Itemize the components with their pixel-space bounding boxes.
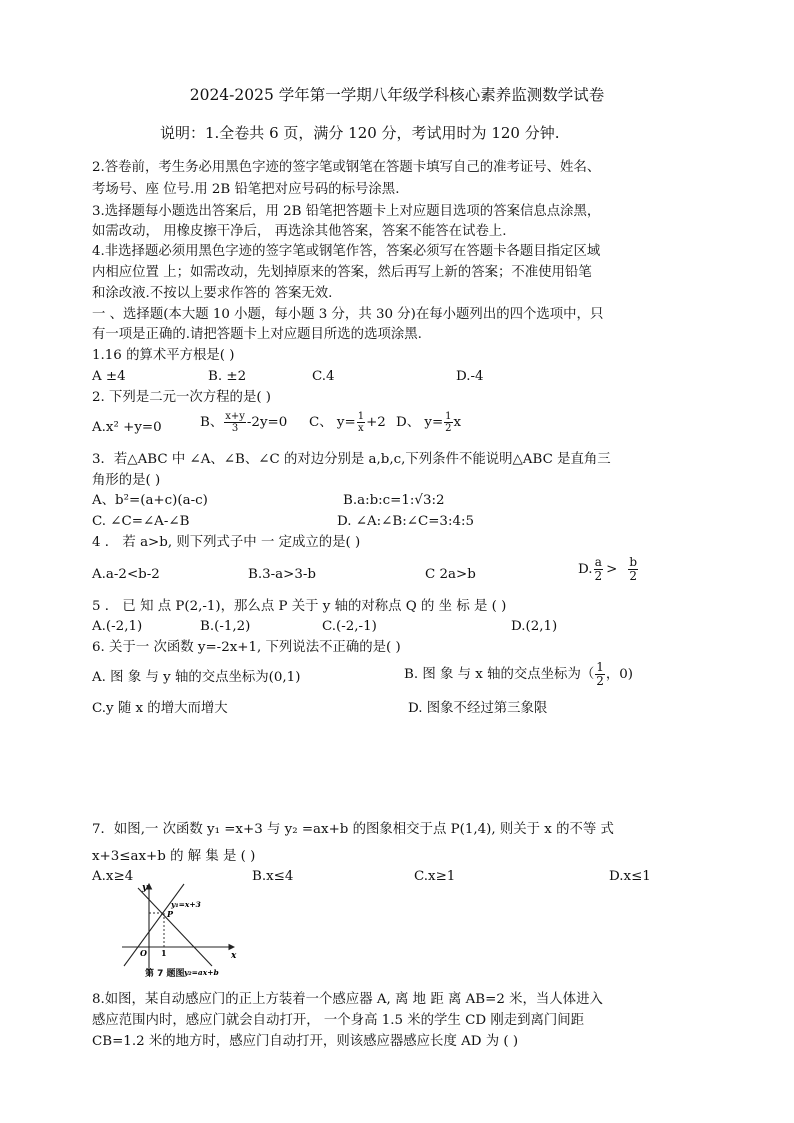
q2-d-numerator: 1: [445, 411, 452, 422]
q3-option-b: B.a:b:c=1:√3:2: [343, 493, 445, 508]
q4-option-a: A.a-2<b-2: [92, 567, 160, 582]
q2-option-a: A.x² +y=0: [92, 420, 162, 435]
q2-c-suffix: +2: [366, 415, 386, 430]
q3-option-d: D. ∠A:∠B:∠C=3:4:5: [337, 514, 475, 529]
point-p-label: P: [167, 909, 174, 919]
q7-graph: [118, 876, 243, 980]
q7-stem-line1: 7．如图,一 次函数 y₁ =x+3 与 y₂ =ax+b 的图象相交于点 P(1,4), 则关于 x 的不等 式: [92, 822, 614, 837]
section1-instruction: 有一项是正确的.请把答题卡上对应题目所选的选项涂黑.: [92, 327, 422, 342]
instruction-4b: 内相应位置 上；如需改动，先划掉原来的答案，然后再写上新的答案；不准使用铅笔: [92, 265, 592, 280]
q1-option-c: C.4: [312, 369, 335, 384]
q5-option-a: A.(-2,1): [92, 619, 143, 634]
section1-heading: 一 、选择题(本大题 10 小题，每小题 3 分，共 30 分)在每小题列出的四个选项中，只: [92, 307, 604, 322]
q2-c-fraction: [357, 411, 365, 434]
q2-d-suffix: x: [453, 415, 462, 430]
q5-stem: 5 ． 已 知 点 P(2,-1)，那么点 P 关于 y 轴的对称点 Q 的 坐 标 是 ( ): [92, 599, 507, 614]
q2-d-denominator: 2: [445, 423, 452, 434]
q5-option-b: B.(-1,2): [200, 619, 251, 634]
q3-stem-line1: 3．若△ABC 中 ∠A、∠B、∠C 的对边分别是 a,b,c,下列条件不能说明△ABC 是直角三: [92, 452, 611, 467]
q6-option-a: A. 图 象 与 y 轴的交点坐标为(0,1): [92, 670, 301, 685]
q2-c-denominator: x: [358, 423, 364, 434]
instruction-4c: 和涂改液.不按以上要求作答的 答案无效.: [92, 286, 333, 301]
y-axis-label: y: [142, 883, 148, 893]
instruction-2b: 考场号、座 位号.用 2B 铅笔把对应号码的标号涂黑.: [92, 182, 400, 197]
q4-stem: 4 ． 若 a>b, 则下列式子中 一 定成立的是( ): [92, 535, 361, 550]
q4-option-b: B.3-a>3-b: [248, 567, 316, 582]
q4-d-prefix: D.: [578, 562, 593, 577]
q7-option-a: A.x≥4: [92, 869, 134, 884]
q1-option-b: B. ±2: [208, 369, 247, 384]
q2-b-fraction: [224, 411, 246, 434]
q7-stem-line2: x+3≤ax+b 的 解 集 是 ( ): [92, 849, 256, 864]
q7-option-d: D.x≤1: [609, 869, 651, 884]
q2-b-suffix: -2y=0: [246, 415, 288, 430]
q6-b-fraction: [595, 661, 605, 688]
instruction-3a: 3.选择题每小题选出答案后，用 2B 铅笔把答题卡上对应题目选项的答案信息点涂黑，: [92, 204, 601, 219]
q1-stem: 1.16 的算术平方根是( ): [92, 348, 235, 363]
q4-d-fraction-b: [628, 556, 638, 583]
q6-option-c: C.y 随 x 的增大而增大: [92, 701, 228, 716]
q4-d-numerator-b: b: [629, 555, 638, 569]
line-y2-label: y₂=ax+b: [184, 968, 219, 977]
q5-option-d: D.(2,1): [511, 619, 558, 634]
q2-d-fraction: [444, 411, 452, 434]
tick-label-1: 1: [161, 948, 167, 958]
q2-b-prefix: B、: [200, 415, 224, 430]
page-title: 2024-2025 学年第一学期八年级学科核心素养监测数学试卷: [189, 86, 605, 104]
q2-c-prefix: C、 y=: [309, 415, 356, 430]
origin-label: O: [140, 948, 147, 958]
q3-stem-line2: 角形的是( ): [92, 473, 161, 488]
q6-stem: 6. 关于一 次函数 y=-2x+1, 下列说法不正确的是( ): [92, 640, 401, 655]
q6-b-numerator: 1: [596, 660, 604, 674]
q2-stem: 2. 下列是二元一次方程的是( ): [92, 390, 272, 405]
q4-option-d: [578, 556, 639, 583]
q5-option-c: C.(-2,-1): [322, 619, 377, 634]
q7-option-b: B.x≤4: [252, 869, 294, 884]
q1-option-a: A ±4: [92, 369, 126, 384]
q2-option-c: [309, 411, 386, 434]
q2-b-denominator: 3: [231, 423, 239, 434]
instruction-4a: 4.非选择题必须用黑色字迹的签字笔或钢笔作答，答案必须写在答题卡各题目指定区域: [92, 244, 601, 259]
q1-option-d: D.-4: [456, 369, 484, 384]
q2-option-d: [396, 411, 461, 434]
instruction-3b: 如需改动， 用橡皮擦干净后， 再选涂其他答案，答案不能答在试卷上.: [92, 224, 507, 239]
q6-option-b: [404, 661, 633, 688]
q2-b-numerator: x+y: [225, 411, 245, 422]
q3-option-c: C. ∠C=∠A-∠B: [92, 514, 190, 529]
q4-d-numerator-a: a: [594, 555, 602, 569]
q6-b-prefix: B. 图 象 与 x 轴的交点坐标为（: [404, 667, 595, 682]
q4-d-fraction-a: [594, 556, 604, 583]
x-axis-label: x: [231, 951, 237, 961]
q4-d-denominator-a: 2: [594, 569, 603, 583]
q4-option-c: C 2a>b: [425, 567, 476, 582]
q6-option-d: D. 图象不经过第三象限: [408, 701, 548, 716]
q8-line3: CB=1.2 米的地方时，感应门自动打开，则该感应器感应长度 AD 为 ( ): [92, 1034, 519, 1049]
q3-option-a: A、b²=(a+c)(a-c): [92, 493, 208, 508]
q7-graph-caption: 第 7 题图: [145, 969, 185, 979]
line-y1-label: y₁=x+3: [171, 900, 201, 909]
q2-c-numerator: 1: [357, 411, 365, 422]
q6-b-suffix: ，0): [605, 667, 634, 682]
instruction-2a: 2.答卷前，考生务必用黑色字迹的签字笔或钢笔在答题卡填写自己的准考证号、姓名、: [92, 160, 601, 175]
q2-option-b: [200, 411, 287, 434]
q6-b-denominator: 2: [596, 674, 604, 688]
instruction-1: 说明：1.全卷共 6 页，满分 120 分，考试用时为 120 分钟.: [160, 124, 560, 142]
q8-line1: 8.如图，某自动感应门的正上方装着一个感应器 A, 离 地 距 离 AB=2 米，当人体进入: [92, 992, 603, 1007]
q2-d-prefix: D、 y=: [396, 415, 444, 430]
q7-option-c: C.x≥1: [414, 869, 456, 884]
line-y1: [124, 884, 184, 966]
q4-d-denominator-b: 2: [629, 569, 638, 583]
q4-d-greater: >: [606, 562, 618, 577]
q8-line2: 感应范围内时，感应门就会自动打开， 一个身高 1.5 米的学生 CD 刚走到离门间距: [92, 1013, 585, 1028]
